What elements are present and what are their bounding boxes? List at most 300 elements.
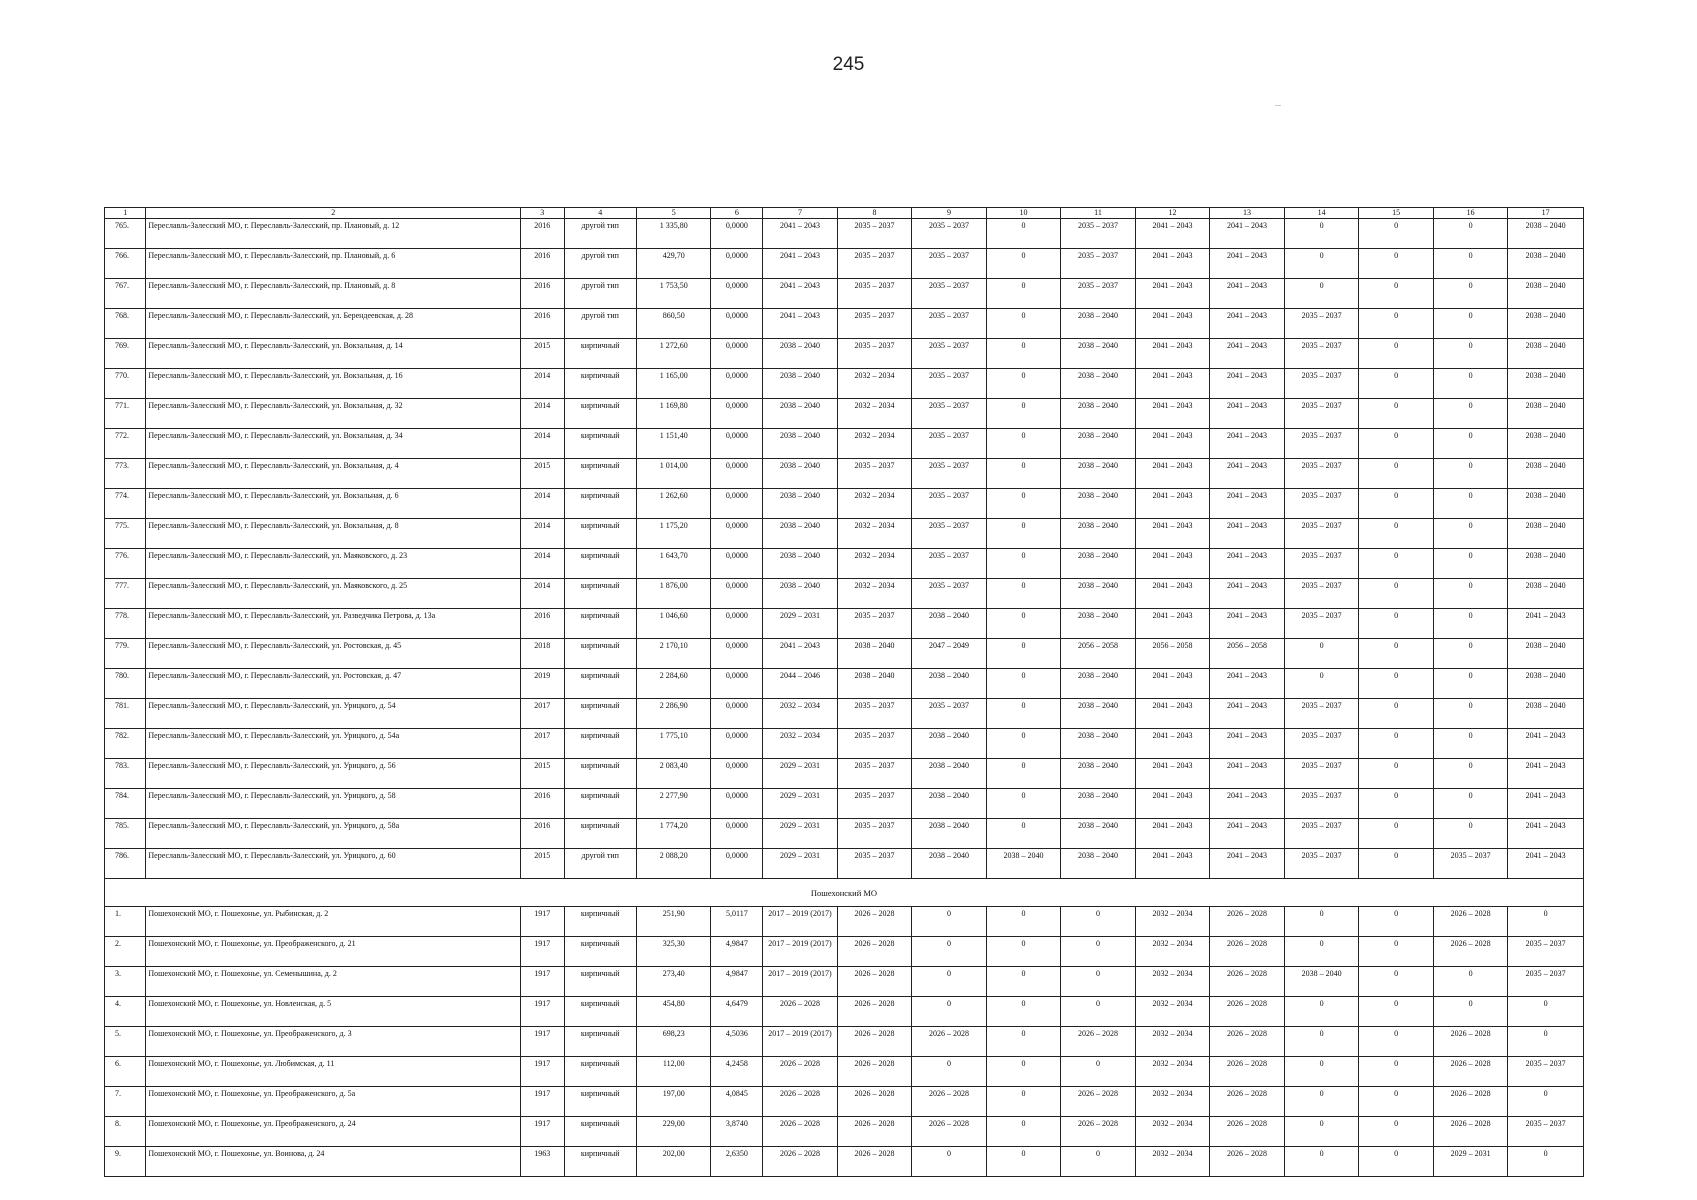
- data-cell: 0: [986, 429, 1061, 459]
- data-cell: 0: [1433, 339, 1508, 369]
- data-cell: 2041 – 2043: [1135, 519, 1210, 549]
- data-cell: 197,00: [636, 1087, 711, 1117]
- data-cell: 2032 – 2034: [837, 549, 912, 579]
- data-cell: 2056 – 2058: [1135, 639, 1210, 669]
- table-row: [105, 997, 1584, 1027]
- data-cell: 2041 – 2043: [1210, 699, 1285, 729]
- address-cell: Пошехонский МО, г. Пошехонье, ул. Семенышина, д. 2: [146, 967, 521, 997]
- address-cell: Переславль-Залесский МО, г. Переславль-Залесский, ул. Урицкого, д. 58а: [146, 819, 521, 849]
- data-cell: 0,0000: [711, 459, 763, 489]
- data-cell: 1 175,20: [636, 519, 711, 549]
- data-cell: 0: [1508, 1087, 1584, 1117]
- data-cell: 5,0117: [711, 907, 763, 937]
- data-cell: 2041 – 2043: [1135, 369, 1210, 399]
- data-cell: 2026 – 2028: [1210, 1147, 1285, 1177]
- data-cell: 2017 – 2019 (2017): [763, 1027, 838, 1057]
- data-cell: 0: [986, 579, 1061, 609]
- data-cell: 1 774,20: [636, 819, 711, 849]
- column-number-cell: 12: [1135, 208, 1210, 219]
- data-cell: 2017: [521, 699, 564, 729]
- data-cell: 2038 – 2040: [1061, 789, 1136, 819]
- data-cell: 0: [986, 369, 1061, 399]
- address-cell: Переславль-Залесский МО, г. Переславль-Залесский, ул. Урицкого, д. 54а: [146, 729, 521, 759]
- data-cell: 0,0000: [711, 669, 763, 699]
- address-cell: Пошехонский МО, г. Пошехонье, ул. Рыбинская, д. 2: [146, 907, 521, 937]
- table-row: [105, 1027, 1584, 1057]
- data-cell: 2038 – 2040: [1508, 399, 1584, 429]
- housing-registry-table: [104, 207, 1584, 1177]
- address-cell: Переславль-Залесский МО, г. Переславль-Залесский, ул. Вокзальная, д. 6: [146, 489, 521, 519]
- data-cell: 2035 – 2037: [1284, 549, 1359, 579]
- column-number-cell: 3: [521, 208, 564, 219]
- data-cell: 2041 – 2043: [1135, 669, 1210, 699]
- data-cell: 2 170,10: [636, 639, 711, 669]
- data-cell: 2041 – 2043: [1135, 489, 1210, 519]
- row-number-cell: 776.: [105, 549, 146, 579]
- data-cell: 0: [912, 997, 987, 1027]
- data-cell: 0: [1433, 967, 1508, 997]
- data-cell: 2041 – 2043: [1135, 819, 1210, 849]
- data-cell: 2038 – 2040: [1508, 669, 1584, 699]
- data-cell: 0: [1508, 1147, 1584, 1177]
- table-row: [105, 399, 1584, 429]
- data-cell: 2026 – 2028: [912, 1117, 987, 1147]
- data-cell: 2038 – 2040: [1508, 309, 1584, 339]
- data-cell: 2041 – 2043: [1508, 849, 1584, 879]
- data-cell: 2032 – 2034: [837, 489, 912, 519]
- data-cell: 2038 – 2040: [763, 579, 838, 609]
- data-cell: 0: [986, 907, 1061, 937]
- table-row: [105, 669, 1584, 699]
- data-cell: 0: [912, 967, 987, 997]
- data-cell: другой тип: [564, 249, 636, 279]
- data-cell: 251,90: [636, 907, 711, 937]
- data-cell: 2041 – 2043: [1210, 219, 1285, 249]
- data-cell: 1 643,70: [636, 549, 711, 579]
- data-cell: 2038 – 2040: [1061, 459, 1136, 489]
- table-row: [105, 549, 1584, 579]
- data-cell: 2016: [521, 789, 564, 819]
- table-row: [105, 907, 1584, 937]
- data-cell: 3,8740: [711, 1117, 763, 1147]
- column-number-cell: 13: [1210, 208, 1285, 219]
- table-row: [105, 609, 1584, 639]
- data-cell: 2044 – 2046: [763, 669, 838, 699]
- data-cell: 2032 – 2034: [837, 579, 912, 609]
- row-number-cell: 786.: [105, 849, 146, 879]
- data-cell: 2016: [521, 309, 564, 339]
- data-cell: 0: [912, 1057, 987, 1087]
- data-cell: 2035 – 2037: [912, 309, 987, 339]
- data-cell: 2016: [521, 249, 564, 279]
- table-row: [105, 849, 1584, 879]
- data-cell: 1917: [521, 1087, 564, 1117]
- data-cell: 2038 – 2040: [912, 789, 987, 819]
- data-cell: 2026 – 2028: [837, 907, 912, 937]
- address-cell: Переславль-Залесский МО, г. Переславль-Залесский, ул. Урицкого, д. 56: [146, 759, 521, 789]
- data-cell: 0: [986, 279, 1061, 309]
- data-cell: 2038 – 2040: [1508, 699, 1584, 729]
- data-cell: 0: [1433, 249, 1508, 279]
- data-cell: 2016: [521, 609, 564, 639]
- data-cell: 2056 – 2058: [1210, 639, 1285, 669]
- data-cell: 0: [1359, 819, 1434, 849]
- data-cell: 0: [1433, 579, 1508, 609]
- data-cell: 0: [986, 1027, 1061, 1057]
- data-cell: 0: [1284, 219, 1359, 249]
- data-cell: 2038 – 2040: [1061, 759, 1136, 789]
- data-cell: 2035 – 2037: [1061, 219, 1136, 249]
- address-cell: Пошехонский МО, г. Пошехонье, ул. Преображенского, д. 3: [146, 1027, 521, 1057]
- data-cell: 2041 – 2043: [1135, 429, 1210, 459]
- data-cell: 2026 – 2028: [1433, 1057, 1508, 1087]
- column-number-cell: 4: [564, 208, 636, 219]
- data-cell: 0: [986, 1117, 1061, 1147]
- data-cell: 2041 – 2043: [1508, 789, 1584, 819]
- column-number-cell: 5: [636, 208, 711, 219]
- data-cell: 2041 – 2043: [1210, 309, 1285, 339]
- data-cell: 454,80: [636, 997, 711, 1027]
- data-cell: 0: [1359, 309, 1434, 339]
- column-number-cell: 6: [711, 208, 763, 219]
- data-cell: 0: [1508, 907, 1584, 937]
- data-cell: 2038 – 2040: [1061, 849, 1136, 879]
- row-number-cell: 765.: [105, 219, 146, 249]
- data-cell: 1963: [521, 1147, 564, 1177]
- row-number-cell: 780.: [105, 669, 146, 699]
- row-number-cell: 775.: [105, 519, 146, 549]
- data-cell: 0,0000: [711, 249, 763, 279]
- data-cell: 0: [1359, 937, 1434, 967]
- data-cell: 0: [1359, 399, 1434, 429]
- data-cell: 2019: [521, 669, 564, 699]
- data-cell: 0: [1284, 907, 1359, 937]
- row-number-cell: 8.: [105, 1117, 146, 1147]
- data-cell: 2016: [521, 219, 564, 249]
- data-cell: 0: [1433, 669, 1508, 699]
- data-cell: 202,00: [636, 1147, 711, 1177]
- data-cell: 2038 – 2040: [1508, 519, 1584, 549]
- row-number-cell: 771.: [105, 399, 146, 429]
- data-cell: 0: [1433, 369, 1508, 399]
- data-cell: 1917: [521, 967, 564, 997]
- data-cell: 2038 – 2040: [763, 489, 838, 519]
- data-cell: 2018: [521, 639, 564, 669]
- data-cell: 0: [1433, 399, 1508, 429]
- data-cell: 112,00: [636, 1057, 711, 1087]
- data-cell: 2041 – 2043: [1210, 669, 1285, 699]
- data-cell: 2038 – 2040: [837, 669, 912, 699]
- data-cell: 0: [1508, 997, 1584, 1027]
- column-number-cell: 17: [1508, 208, 1584, 219]
- table-row: [105, 729, 1584, 759]
- data-cell: 4,5036: [711, 1027, 763, 1057]
- data-cell: 2041 – 2043: [1135, 699, 1210, 729]
- data-cell: 2035 – 2037: [837, 729, 912, 759]
- data-cell: 2026 – 2028: [912, 1027, 987, 1057]
- data-cell: 0: [986, 399, 1061, 429]
- data-cell: 2041 – 2043: [1210, 279, 1285, 309]
- data-cell: 2035 – 2037: [837, 789, 912, 819]
- data-cell: 698,23: [636, 1027, 711, 1057]
- data-cell: 2026 – 2028: [1061, 1117, 1136, 1147]
- data-cell: 2038 – 2040: [986, 849, 1061, 879]
- section-header-row: [105, 879, 1584, 907]
- data-cell: 2026 – 2028: [837, 1057, 912, 1087]
- data-cell: 2041 – 2043: [1210, 369, 1285, 399]
- data-cell: 0: [1359, 339, 1434, 369]
- data-cell: 4,9847: [711, 937, 763, 967]
- data-cell: 2035 – 2037: [912, 249, 987, 279]
- data-cell: 2035 – 2037: [837, 309, 912, 339]
- data-cell: 2035 – 2037: [1284, 369, 1359, 399]
- data-cell: 2026 – 2028: [1433, 907, 1508, 937]
- data-cell: 2038 – 2040: [912, 729, 987, 759]
- row-number-cell: 770.: [105, 369, 146, 399]
- data-cell: 0,0000: [711, 699, 763, 729]
- data-cell: 0: [1433, 219, 1508, 249]
- data-cell: 2041 – 2043: [1210, 609, 1285, 639]
- data-cell: 2041 – 2043: [763, 639, 838, 669]
- data-cell: 0: [1284, 997, 1359, 1027]
- data-cell: кирпичный: [564, 489, 636, 519]
- table-row: [105, 279, 1584, 309]
- table-row: [105, 579, 1584, 609]
- data-cell: 2026 – 2028: [763, 1117, 838, 1147]
- data-cell: 0: [1508, 1027, 1584, 1057]
- data-cell: 2035 – 2037: [912, 369, 987, 399]
- data-cell: 2041 – 2043: [1210, 339, 1285, 369]
- data-cell: 2026 – 2028: [1210, 967, 1285, 997]
- row-number-cell: 779.: [105, 639, 146, 669]
- data-cell: 0: [1433, 729, 1508, 759]
- data-cell: 2038 – 2040: [763, 429, 838, 459]
- data-cell: 2035 – 2037: [912, 519, 987, 549]
- column-number-header: [105, 208, 1584, 219]
- data-cell: 2056 – 2058: [1061, 639, 1136, 669]
- data-cell: 2041 – 2043: [1210, 729, 1285, 759]
- data-cell: 1917: [521, 1057, 564, 1087]
- address-cell: Пошехонский МО, г. Пошехонье, ул. Преображенского, д. 21: [146, 937, 521, 967]
- data-cell: 1 335,80: [636, 219, 711, 249]
- data-cell: 2038 – 2040: [1508, 579, 1584, 609]
- data-cell: 2038 – 2040: [912, 819, 987, 849]
- data-cell: 2 284,60: [636, 669, 711, 699]
- data-cell: 0: [986, 937, 1061, 967]
- table-row: [105, 489, 1584, 519]
- data-cell: 1 775,10: [636, 729, 711, 759]
- data-cell: 2 083,40: [636, 759, 711, 789]
- data-cell: кирпичный: [564, 907, 636, 937]
- data-cell: 2038 – 2040: [1061, 519, 1136, 549]
- row-number-cell: 785.: [105, 819, 146, 849]
- data-cell: 2038 – 2040: [1061, 729, 1136, 759]
- data-cell: 0: [1284, 1117, 1359, 1147]
- data-cell: 2035 – 2037: [1284, 609, 1359, 639]
- data-cell: 0: [986, 609, 1061, 639]
- data-cell: 2017: [521, 729, 564, 759]
- data-cell: 0: [1284, 249, 1359, 279]
- data-cell: 2026 – 2028: [1210, 997, 1285, 1027]
- data-cell: 2035 – 2037: [837, 459, 912, 489]
- data-cell: кирпичный: [564, 1117, 636, 1147]
- row-number-cell: 774.: [105, 489, 146, 519]
- data-cell: 2029 – 2031: [763, 759, 838, 789]
- data-cell: 2026 – 2028: [1061, 1027, 1136, 1057]
- data-cell: 2014: [521, 429, 564, 459]
- data-cell: 2026 – 2028: [1210, 907, 1285, 937]
- column-number-cell: 10: [986, 208, 1061, 219]
- data-cell: 0: [1061, 907, 1136, 937]
- data-cell: 0: [1359, 1057, 1434, 1087]
- data-cell: 0: [912, 937, 987, 967]
- row-number-cell: 768.: [105, 309, 146, 339]
- data-cell: 2,6350: [711, 1147, 763, 1177]
- data-cell: 0: [1433, 819, 1508, 849]
- row-number-cell: 784.: [105, 789, 146, 819]
- data-cell: 2038 – 2040: [1508, 549, 1584, 579]
- data-cell: 2041 – 2043: [1210, 789, 1285, 819]
- table-row: [105, 309, 1584, 339]
- data-cell: 2038 – 2040: [763, 369, 838, 399]
- data-cell: 0: [1433, 549, 1508, 579]
- data-cell: 0: [986, 309, 1061, 339]
- data-cell: 0: [986, 729, 1061, 759]
- data-cell: 2038 – 2040: [1508, 369, 1584, 399]
- data-cell: 2035 – 2037: [912, 459, 987, 489]
- table-row: [105, 1117, 1584, 1147]
- column-number-cell: 15: [1359, 208, 1434, 219]
- data-cell: 0,0000: [711, 549, 763, 579]
- data-cell: 1917: [521, 907, 564, 937]
- column-number-cell: 9: [912, 208, 987, 219]
- data-cell: 2035 – 2037: [1433, 849, 1508, 879]
- data-cell: 2038 – 2040: [1061, 429, 1136, 459]
- data-cell: 0: [1433, 609, 1508, 639]
- data-cell: 2038 – 2040: [837, 639, 912, 669]
- data-cell: другой тип: [564, 849, 636, 879]
- data-cell: 2035 – 2037: [1284, 789, 1359, 819]
- row-number-cell: 766.: [105, 249, 146, 279]
- row-number-cell: 769.: [105, 339, 146, 369]
- data-cell: 2026 – 2028: [837, 967, 912, 997]
- data-cell: 1 272,60: [636, 339, 711, 369]
- data-cell: 2026 – 2028: [837, 937, 912, 967]
- data-cell: 2041 – 2043: [763, 279, 838, 309]
- data-cell: 2026 – 2028: [1210, 1087, 1285, 1117]
- data-cell: кирпичный: [564, 429, 636, 459]
- data-cell: 2038 – 2040: [1284, 967, 1359, 997]
- data-cell: кирпичный: [564, 369, 636, 399]
- data-cell: 0: [1433, 429, 1508, 459]
- section-title: Пошехонский МО: [105, 879, 1584, 907]
- data-cell: 2041 – 2043: [1210, 579, 1285, 609]
- data-cell: 2026 – 2028: [837, 1147, 912, 1177]
- data-cell: 0: [1359, 609, 1434, 639]
- data-cell: 2035 – 2037: [912, 219, 987, 249]
- address-cell: Переславль-Залесский МО, г. Переславль-Залесский, ул. Вокзальная, д. 8: [146, 519, 521, 549]
- data-cell: 2035 – 2037: [1284, 759, 1359, 789]
- row-number-cell: 777.: [105, 579, 146, 609]
- data-cell: 0: [986, 339, 1061, 369]
- data-cell: 2038 – 2040: [763, 459, 838, 489]
- data-cell: 2041 – 2043: [1210, 429, 1285, 459]
- data-cell: кирпичный: [564, 729, 636, 759]
- data-cell: 2026 – 2028: [837, 997, 912, 1027]
- data-cell: 0: [1359, 849, 1434, 879]
- data-cell: 2014: [521, 369, 564, 399]
- data-cell: 2035 – 2037: [1284, 579, 1359, 609]
- data-cell: 2041 – 2043: [1508, 819, 1584, 849]
- data-cell: 2035 – 2037: [837, 699, 912, 729]
- data-cell: 2035 – 2037: [837, 339, 912, 369]
- data-cell: 2029 – 2031: [1433, 1147, 1508, 1177]
- data-cell: 2038 – 2040: [1061, 699, 1136, 729]
- data-cell: 0: [1061, 997, 1136, 1027]
- table-row: [105, 639, 1584, 669]
- data-cell: 0,0000: [711, 309, 763, 339]
- data-cell: 2015: [521, 339, 564, 369]
- scan-mark: [1275, 105, 1281, 106]
- data-cell: 2035 – 2037: [912, 579, 987, 609]
- data-cell: 2047 – 2049: [912, 639, 987, 669]
- data-cell: 2026 – 2028: [1210, 1117, 1285, 1147]
- data-cell: 2038 – 2040: [912, 759, 987, 789]
- table-row: [105, 937, 1584, 967]
- column-number-cell: 14: [1284, 208, 1359, 219]
- address-cell: Переславль-Залесский МО, г. Переславль-Залесский, пр. Плановый, д. 6: [146, 249, 521, 279]
- row-number-cell: 781.: [105, 699, 146, 729]
- data-cell: 0: [1284, 669, 1359, 699]
- data-cell: 2041 – 2043: [1210, 549, 1285, 579]
- data-cell: кирпичный: [564, 579, 636, 609]
- column-number-cell: 7: [763, 208, 838, 219]
- data-cell: 0: [1359, 967, 1434, 997]
- data-cell: 0: [1433, 279, 1508, 309]
- data-cell: 1917: [521, 1027, 564, 1057]
- data-cell: 429,70: [636, 249, 711, 279]
- data-cell: кирпичный: [564, 997, 636, 1027]
- address-cell: Пошехонский МО, г. Пошехонье, ул. Любимская, д. 11: [146, 1057, 521, 1087]
- row-number-cell: 2.: [105, 937, 146, 967]
- data-cell: 0: [1061, 1147, 1136, 1177]
- data-cell: 2038 – 2040: [1061, 609, 1136, 639]
- data-cell: 0: [912, 907, 987, 937]
- data-cell: 2016: [521, 819, 564, 849]
- data-cell: 2026 – 2028: [1433, 1087, 1508, 1117]
- data-cell: 0: [1359, 249, 1434, 279]
- data-cell: 0: [1359, 459, 1434, 489]
- column-number-cell: 8: [837, 208, 912, 219]
- data-cell: 2038 – 2040: [912, 609, 987, 639]
- row-number-cell: 4.: [105, 997, 146, 1027]
- data-cell: 2035 – 2037: [1284, 849, 1359, 879]
- data-cell: 2038 – 2040: [763, 339, 838, 369]
- data-cell: другой тип: [564, 309, 636, 339]
- data-cell: 0: [1284, 639, 1359, 669]
- data-cell: 0: [1061, 937, 1136, 967]
- table-row: [105, 819, 1584, 849]
- data-cell: 0: [1284, 1087, 1359, 1117]
- data-cell: 2035 – 2037: [912, 489, 987, 519]
- address-cell: Переславль-Залесский МО, г. Переславль-Залесский, ул. Разведчика Петрова, д. 13а: [146, 609, 521, 639]
- data-cell: кирпичный: [564, 519, 636, 549]
- data-cell: 2038 – 2040: [1061, 399, 1136, 429]
- data-cell: 2035 – 2037: [1061, 279, 1136, 309]
- data-cell: 2017 – 2019 (2017): [763, 937, 838, 967]
- data-cell: 2038 – 2040: [1508, 459, 1584, 489]
- data-cell: 2029 – 2031: [763, 819, 838, 849]
